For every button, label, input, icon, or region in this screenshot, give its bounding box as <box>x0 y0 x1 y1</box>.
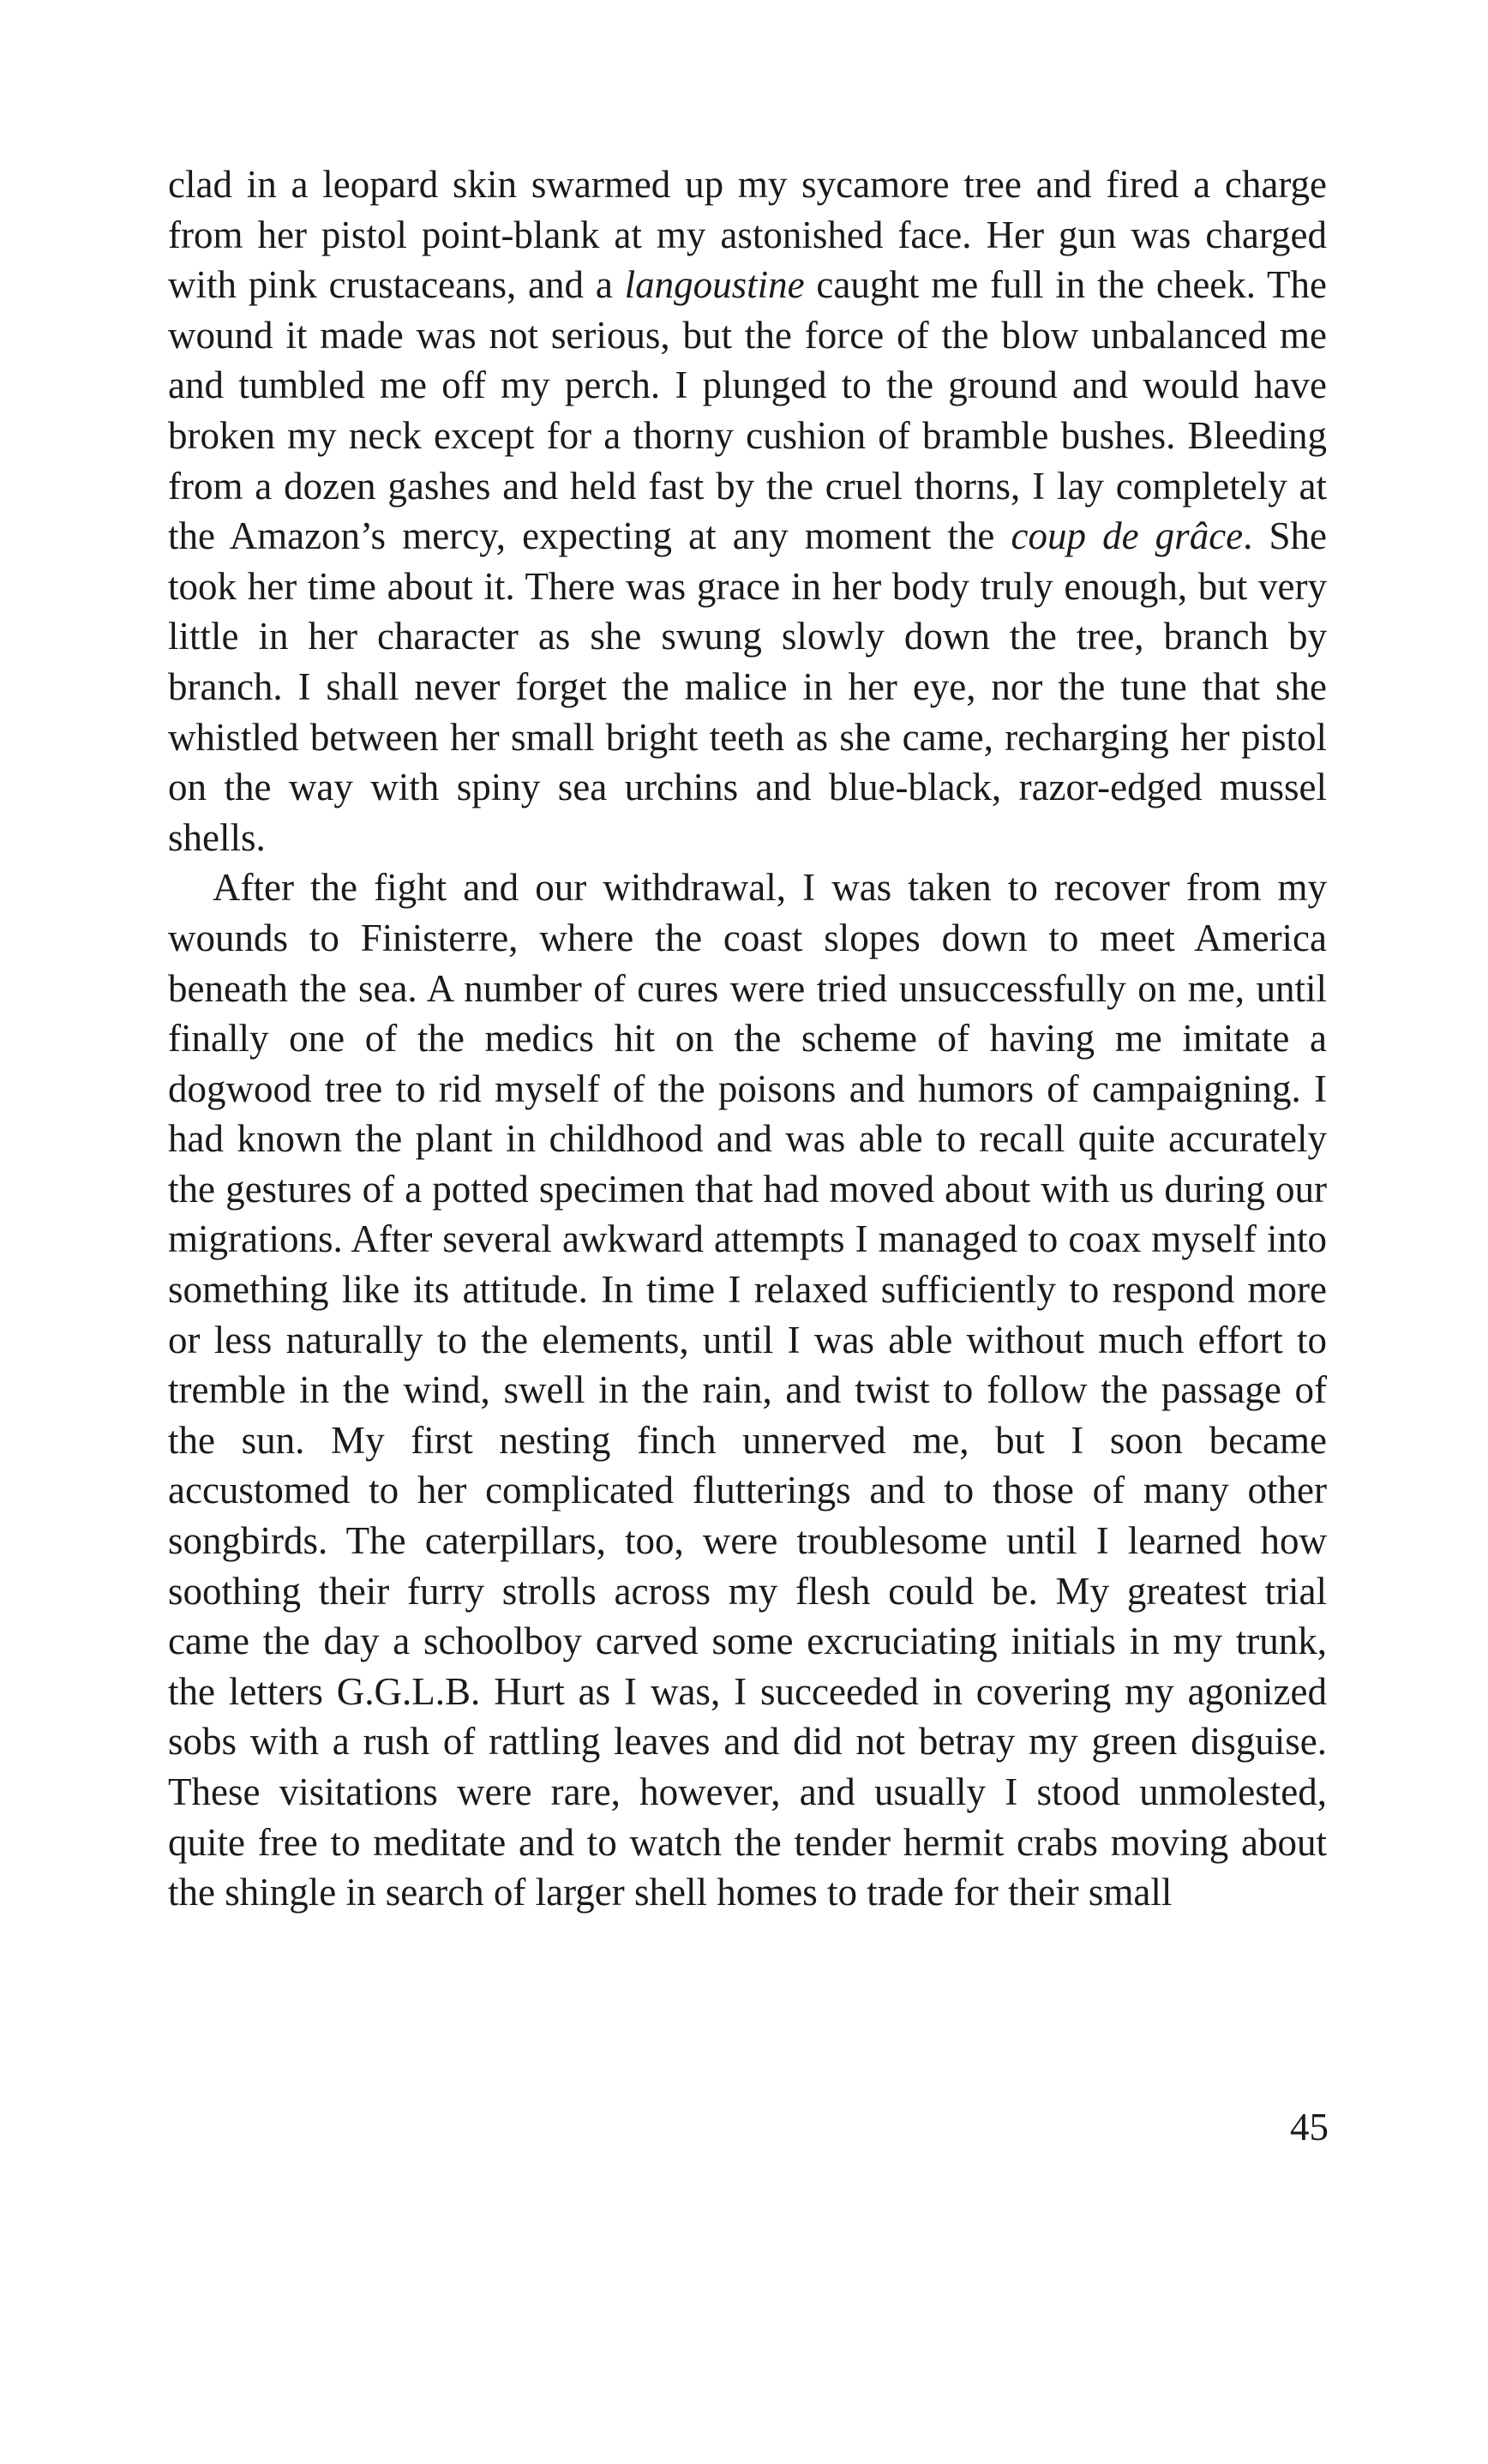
page-number: 45 <box>1290 2106 1329 2148</box>
paragraph-1-part-2: caught me full in the cheek. The wound it made was not serious, but the force of the blow unbalanced me and tumbled me off my perch. I plunged to the ground and would have broken my neck except for a thorny cushion of bramble bushes. Bleeding from a dozen gashes and held fast by the cruel thorns, I lay completely at the Amazon’s mercy, expecting at any moment the <box>168 263 1327 558</box>
italic-coup-de-grace: coup de grâce <box>1011 514 1244 558</box>
body-text <box>168 159 1327 1918</box>
page-body <box>168 159 1327 1918</box>
italic-langoustine: langoustine <box>624 263 805 307</box>
paragraph-1-part-3: . She took her time about it. There was grace in her body truly enough, but very little in her character as she swung slowly down the tree, branch by branch. I shall never forget the malice in her eye, nor the tune that she whistled between her small bright teeth as she came, recharging her pistol on the way with spiny sea urchins and blue-black, razor-edged mussel shells. <box>168 514 1328 859</box>
paragraph-1-part-1: clad in a leopard skin swarmed up my sycamore tree and fired a charge from her pistol point-blank at my astonished face. Her gun was charged with pink crustaceans, and a <box>168 163 1327 307</box>
paragraph-2: After the fight and our withdrawal, I was taken to recover from my wounds to Finisterre, where the coast slopes down to meet America beneath the sea. A number of cures were tried unsuccessfully on me, until finally one of the medics hit on the scheme of having me imitate a dogwood tree to rid myself of the poisons and humors of campaigning. I had known the plant in childhood and was able to recall quite accurately the gestures of a potted specimen that had moved about with us during our migrations. After several awkward attempts I managed to coax myself into something like its attitude. In time I relaxed sufficiently to respond more or less naturally to the elements, until I was able without much effort to tremble in the wind, swell in the rain, and twist to follow the passage of the sun. My first nesting finch unnerved me, but I soon became accustomed to her complicated flutterings and to those of many other songbirds. The caterpillars, too, were troublesome until I learned how soothing their furry strolls across my flesh could be. My greatest trial came the day a schoolboy carved some excruciating initials in my trunk, the letters G.G.L.B. Hurt as I was, I succeeded in covering my agonized sobs with a rush of rattling leaves and did not betray my green disguise. These visitations were rare, however, and usually I stood unmolested, quite free to meditate and to watch the tender hermit crabs moving about the shingle in search of larger shell homes to trade for their small <box>168 866 1327 1914</box>
paragraph-1 <box>168 159 1327 862</box>
